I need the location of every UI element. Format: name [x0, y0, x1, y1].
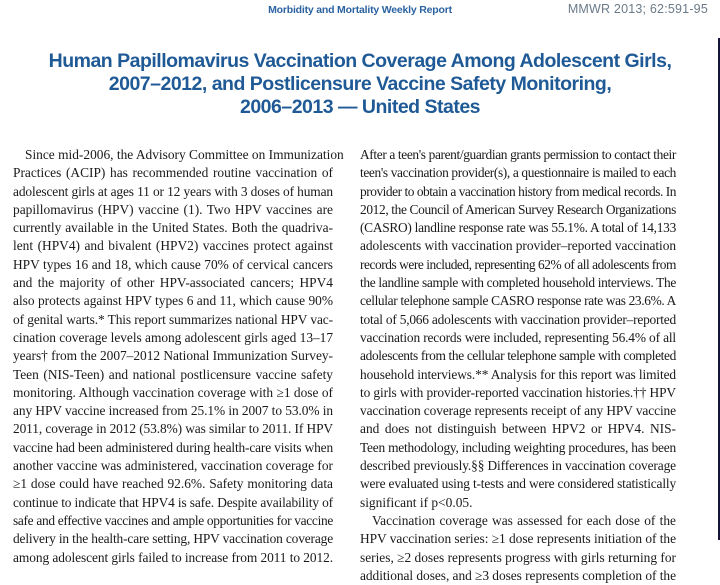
text-line: teen's vaccination provider(s), a questionnaire is mailed to each — [360, 165, 676, 181]
text-line: Teen (NIS-Teen) and national postlicensure vaccine safety — [13, 366, 333, 382]
text-line: vaccine had been administered during health-care visits when — [13, 439, 333, 455]
text-line: to girls with provider-reported vaccination histories.†† HPV — [360, 384, 676, 400]
text-line: vaccination records were included, representing 56.4% of all — [360, 329, 676, 345]
text-line: additional doses, and ≥3 doses represents completion of the — [360, 567, 676, 583]
text-line: continue to indicate that HPV4 is safe. Despite availability of — [13, 494, 333, 510]
text-line: HPV types 16 and 18, which cause 70% of cervical cancers — [13, 256, 333, 272]
text-line: and does not distinguish between HPV2 or HPV4. NIS- — [360, 421, 676, 437]
text-line: 2011, coverage in 2012 (53.8%) was similar to 2011. If HPV — [13, 421, 333, 437]
citation: MMWR 2013; 62:591-95 — [567, 2, 708, 16]
text-line: cellular telephone sample CASRO response rate was 23.6%. A — [360, 293, 676, 309]
text-line: Since mid-2006, the Advisory Committee on Immunization — [25, 147, 344, 162]
text-line: another vaccine was administered, vaccination coverage for — [13, 458, 333, 474]
text-line: After a teen's parent/guardian grants permission to contact their — [360, 147, 676, 162]
text-line: of genital warts.* This report summarizes national HPV vac- — [13, 311, 333, 327]
title-line: 2006–2013 — United States — [239, 96, 481, 118]
text-line: currently available in the United States. Both the quadriva- — [13, 220, 333, 236]
text-line: years† from the 2007–2012 National Immunization Survey- — [13, 348, 333, 364]
text-line: lent (HPV4) and bivalent (HPV2) vaccines protect against — [13, 238, 333, 254]
text-line: adolescents from the cellular telephone sample with completed — [360, 348, 676, 364]
text-line: monitoring. Although vaccination coverage with ≥1 dose of — [13, 384, 333, 400]
text-line: ≥1 dose could have reached 92.6%. Safety monitoring data — [13, 476, 333, 492]
text-line: significant if p<0.05. — [360, 494, 473, 510]
text-line: 2012, the Council of American Survey Research Organizations — [360, 201, 676, 217]
text-line: cination coverage levels among adolescent girls aged 13–17 — [13, 329, 333, 345]
left-column — [13, 146, 344, 567]
text-line: and the majority of other HPV-associated cancers; HPV4 — [13, 275, 333, 291]
text-line: any HPV vaccine increased from 25.1% in 2007 to 53.0% in — [13, 403, 333, 419]
text-line: Teen methodology, including weighting procedures, has been — [360, 439, 676, 455]
text-line: the landline sample with completed household interviews. The — [360, 275, 676, 291]
text-line: were evaluated using t-tests and were considered statistically — [360, 476, 676, 492]
text-line: vaccination coverage represents receipt of any HPV vaccine — [360, 403, 676, 419]
text-line: household interviews.** Analysis for this report was limited — [360, 366, 676, 382]
text-line: papillomavirus (HPV) vaccine (1). Two HPV vaccines are — [13, 201, 333, 217]
text-line: also protects against HPV types 6 and 11, which cause 90% — [13, 293, 333, 309]
article-title — [0, 50, 720, 119]
text-line: delivery in the health-care setting, HPV vaccination coverage — [13, 531, 333, 547]
title-line: 2007–2012, and Postlicensure Vaccine Safety Monitoring, — [108, 73, 612, 95]
text-line: series, ≥2 doses represents progress with girls returning for — [360, 549, 676, 565]
text-line: safe and effective vaccines and ample opportunities for vaccine — [13, 512, 333, 528]
text-line: (CASRO) landline response rate was 55.1%. A total of 14,133 — [360, 220, 676, 236]
text-line: described previously.§§ Differences in vaccination coverage — [360, 458, 676, 474]
title-line: Human Papillomavirus Vaccination Coverage Among Adolescent Girls, — [48, 50, 672, 72]
text-line: Practices (ACIP) has recommended routine vaccination of — [13, 165, 333, 181]
text-line: adolescents with vaccination provider–reported vaccination — [360, 238, 676, 254]
text-line: adolescent girls at ages 11 or 12 years with 3 doses of human — [13, 183, 333, 199]
right-column — [360, 146, 676, 585]
text-line: provider to obtain a vaccination history from medical records. In — [360, 183, 676, 199]
text-line: records were included, representing 62% of all adolescents from — [360, 256, 676, 272]
text-line: total of 5,066 adolescents with vaccination provider–reported — [360, 311, 676, 327]
journal-header: Morbidity and Mortality Weekly Report — [268, 4, 452, 16]
text-line: HPV vaccination series: ≥1 dose represents initiation of the — [360, 531, 676, 547]
text-line: among adolescent girls failed to increase from 2011 to 2012. — [13, 549, 333, 565]
text-line: Vaccination coverage was assessed for each dose of the — [372, 512, 676, 528]
